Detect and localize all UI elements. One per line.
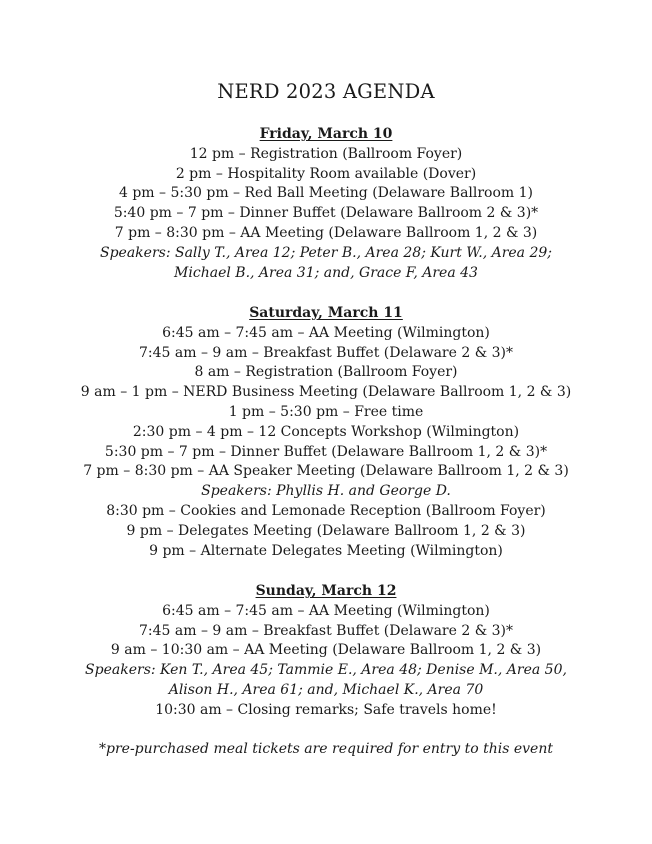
agenda-item: 9 am – 1 pm – NERD Business Meeting (Delaware Ballroom 1, 2 & 3) bbox=[80, 384, 572, 401]
agenda-item: 8 am – Registration (Ballroom Foyer) bbox=[194, 364, 458, 381]
agenda-item: 9 pm – Alternate Delegates Meeting (Wilmington) bbox=[149, 542, 503, 559]
agenda-item: 5:40 pm – 7 pm – Dinner Buffet (Delaware Ballroom 2 & 3)* bbox=[113, 205, 539, 222]
speakers-line: Speakers: Sally T., Area 12; Peter B., Area 28; Kurt W., Area 29; bbox=[99, 244, 553, 261]
agenda-item: 9 am – 10:30 am – AA Meeting (Delaware Ballroom 1, 2 & 3) bbox=[110, 642, 542, 659]
agenda-item: 5:30 pm – 7 pm – Dinner Buffet (Delaware Ballroom 1, 2 & 3)* bbox=[104, 443, 548, 460]
day-section-sunday bbox=[0, 582, 652, 721]
day-heading: Friday, March 10 bbox=[259, 126, 393, 142]
agenda-item: 4 pm – 5:30 pm – Red Ball Meeting (Delaware Ballroom 1) bbox=[118, 185, 534, 202]
agenda-item: 1 pm – 5:30 pm – Free time bbox=[228, 403, 424, 420]
agenda-item: 10:30 am – Closing remarks; Safe travels home! bbox=[155, 701, 497, 718]
speakers-line: Speakers: Phyllis H. and George D. bbox=[201, 483, 451, 500]
agenda-item: 7:45 am – 9 am – Breakfast Buffet (Delaware 2 & 3)* bbox=[139, 344, 513, 361]
page-title: NERD 2023 AGENDA bbox=[217, 80, 435, 103]
agenda-item: 7 pm – 8:30 pm – AA Speaker Meeting (Delaware Ballroom 1, 2 & 3) bbox=[83, 463, 569, 480]
agenda-item: 2:30 pm – 4 pm – 12 Concepts Workshop (Wilmington) bbox=[132, 423, 520, 440]
day-lines bbox=[0, 324, 652, 562]
speakers-line: Michael B., Area 31; and, Grace F, Area 43 bbox=[174, 264, 478, 281]
meal-ticket-footnote: *pre-purchased meal tickets are required for entry to this event bbox=[99, 741, 553, 757]
agenda-item: 7:45 am – 9 am – Breakfast Buffet (Delaware 2 & 3)* bbox=[139, 622, 513, 639]
agenda-item: 8:30 pm – Cookies and Lemonade Reception (Ballroom Foyer) bbox=[106, 502, 546, 519]
day-lines bbox=[0, 145, 652, 284]
agenda-item: 12 pm – Registration (Ballroom Foyer) bbox=[189, 145, 463, 162]
agenda-item: 6:45 am – 7:45 am – AA Meeting (Wilmington) bbox=[162, 324, 490, 341]
speakers-line: Speakers: Ken T., Area 45; Tammie E., Area 48; Denise M., Area 50, bbox=[85, 662, 567, 679]
day-lines bbox=[0, 602, 652, 721]
agenda-item: 6:45 am – 7:45 am – AA Meeting (Wilmington) bbox=[162, 602, 490, 619]
agenda-item: 2 pm – Hospitality Room available (Dover) bbox=[175, 165, 477, 182]
speakers-line: Alison H., Area 61; and, Michael K., Area 70 bbox=[168, 681, 484, 698]
day-heading: Sunday, March 12 bbox=[255, 583, 397, 599]
day-section-saturday bbox=[0, 304, 652, 561]
day-section-friday bbox=[0, 125, 652, 283]
agenda-item: 7 pm – 8:30 pm – AA Meeting (Delaware Ballroom 1, 2 & 3) bbox=[114, 224, 538, 241]
agenda-item: 9 pm – Delegates Meeting (Delaware Ballroom 1, 2 & 3) bbox=[126, 522, 526, 539]
day-heading: Saturday, March 11 bbox=[249, 305, 403, 321]
